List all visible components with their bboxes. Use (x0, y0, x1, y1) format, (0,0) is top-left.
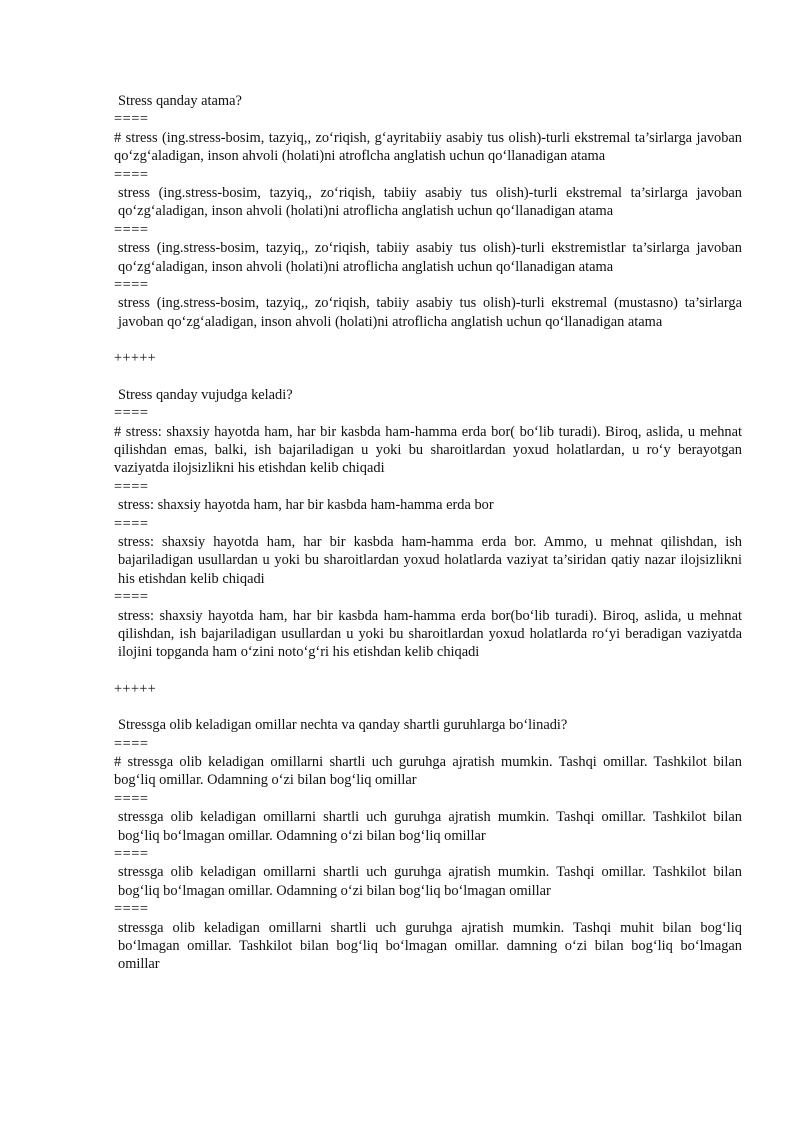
answer-option-correct: # stressga olib keladigan omillarni shartli uch guruhga ajratish mumkin. Tashqi omillar. Tashkilot bilan bog‘liq omillar. Odamning o‘zi bilan bog‘liq omillar (114, 754, 742, 789)
separator: ==== (114, 111, 149, 128)
answer-option: stress: shaxsiy hayotda ham, har bir kasbda ham-hamma erda bor (118, 497, 494, 514)
spacer (114, 698, 742, 716)
question-title: Stress qanday vujudga keladi? (118, 386, 293, 403)
answer-option: stress: shaxsiy hayotda ham, har bir kasbda ham-hamma erda bor(bo‘lib turadi). Biroq, aslida, u mehnat qilishdan, ish bajariladigan usullardan u yoki bu sharoitlardan yoxud holatlarda ro‘yi beradigan vaziyatda ilojini topganda ham o‘zini noto‘g‘ri his etishdan kelib chiqadi (118, 607, 742, 661)
answer-option: stress (ing.stress-bosim, tazyiq,, zo‘riqish, tabiiy asabiy tus olish)-turli ekstremal (mustasno) ta’sirlarga javoban qo‘zg‘aladigan, inson ahvoli (holati)ni atroflicha anglatish uchun qo‘llanadigan atama (118, 295, 742, 330)
question-end-marker: +++++ (114, 350, 157, 367)
spacer (114, 331, 742, 349)
separator: ==== (114, 166, 149, 183)
separator: ==== (114, 901, 149, 918)
separator: ==== (114, 405, 149, 422)
spacer (114, 662, 742, 680)
separator: ==== (114, 277, 149, 294)
document-page (114, 92, 742, 974)
separator: ==== (114, 735, 149, 752)
separator: ==== (114, 515, 149, 532)
answer-option: stressga olib keladigan omillarni shartli uch guruhga ajratish mumkin. Tashqi omillar. Tashkilot bilan bog‘liq bo‘lmagan omillar. Odamning o‘zi bilan bog‘liq omillar (118, 809, 742, 844)
answer-option: stress: shaxsiy hayotda ham, har bir kasbda ham-hamma erda bor. Ammo, u mehnat qilishdan, ish bajariladigan usullardan u yoki bu sharoitlardan yoxud holatlarda vaziyat ta’siridan qatiy nazar ilojsizlikni his etishdan kelib chiqadi (118, 533, 742, 587)
answer-option-correct: # stress (ing.stress-bosim, tazyiq,, zo‘riqish, g‘ayritabiiy asabiy tus olish)-turli ekstremal ta’sirlarga javoban qo‘zg‘aladigan, inson ahvoli (holati)ni atroflcha anglatish uchun qo‘llanadigan atama (114, 129, 742, 165)
question-end-marker: +++++ (114, 680, 157, 697)
separator: ==== (114, 478, 149, 495)
answer-option: stressga olib keladigan omillarni shartli uch guruhga ajratish mumkin. Tashqi muhit bilan bog‘liq bo‘lmagan omillar. Tashkilot bilan bog‘liq bo‘lmagan omillar. damning o‘zi bilan bog‘liq bo‘lmagan omillar (118, 919, 742, 973)
answer-option: stress (ing.stress-bosim, tazyiq,, zo‘riqish, tabiiy asabiy tus olish)-turli ekstremistlar ta’sirlarga javoban qo‘zg‘aladigan, inson ahvoli (holati)ni atroflicha anglatish uchun qo‘llanadigan atama (118, 240, 742, 275)
separator: ==== (114, 221, 149, 238)
separator: ==== (114, 790, 149, 807)
answer-option-correct: # stress: shaxsiy hayotda ham, har bir kasbda ham-hamma erda bor( bo‘lib turadi). Biroq, aslida, u mehnat qilishdan emas, balki, ish bajariladigan u yoki bu sharoitlardan yoxud holatlardan, u ro‘y berayotgan vaziyatda ilojsizlikni his etishdan kelib chiqadi (114, 423, 742, 477)
separator: ==== (114, 589, 149, 606)
answer-option: stressga olib keladigan omillarni shartli uch guruhga ajratish mumkin. Tashqi omillar. Tashkilot bilan bog‘liq bo‘lmagan omillar. Odamning o‘zi bilan bog‘liq bo‘lmagan omillar (118, 864, 742, 899)
separator: ==== (114, 846, 149, 863)
answer-option: stress (ing.stress-bosim, tazyiq,, zo‘riqish, tabiiy asabiy tus olish)-turli ekstremal ta’sirlarga javoban qo‘zg‘aladigan, inson ahvoli (holati)ni atroflicha anglatish uchun qo‘llanadigan atama (118, 185, 742, 220)
question-title: Stress qanday atama? (118, 93, 242, 109)
spacer (114, 368, 742, 386)
question-title: Stressga olib keladigan omillar nechta va qanday shartli guruhlarga bo‘linadi? (118, 717, 568, 734)
